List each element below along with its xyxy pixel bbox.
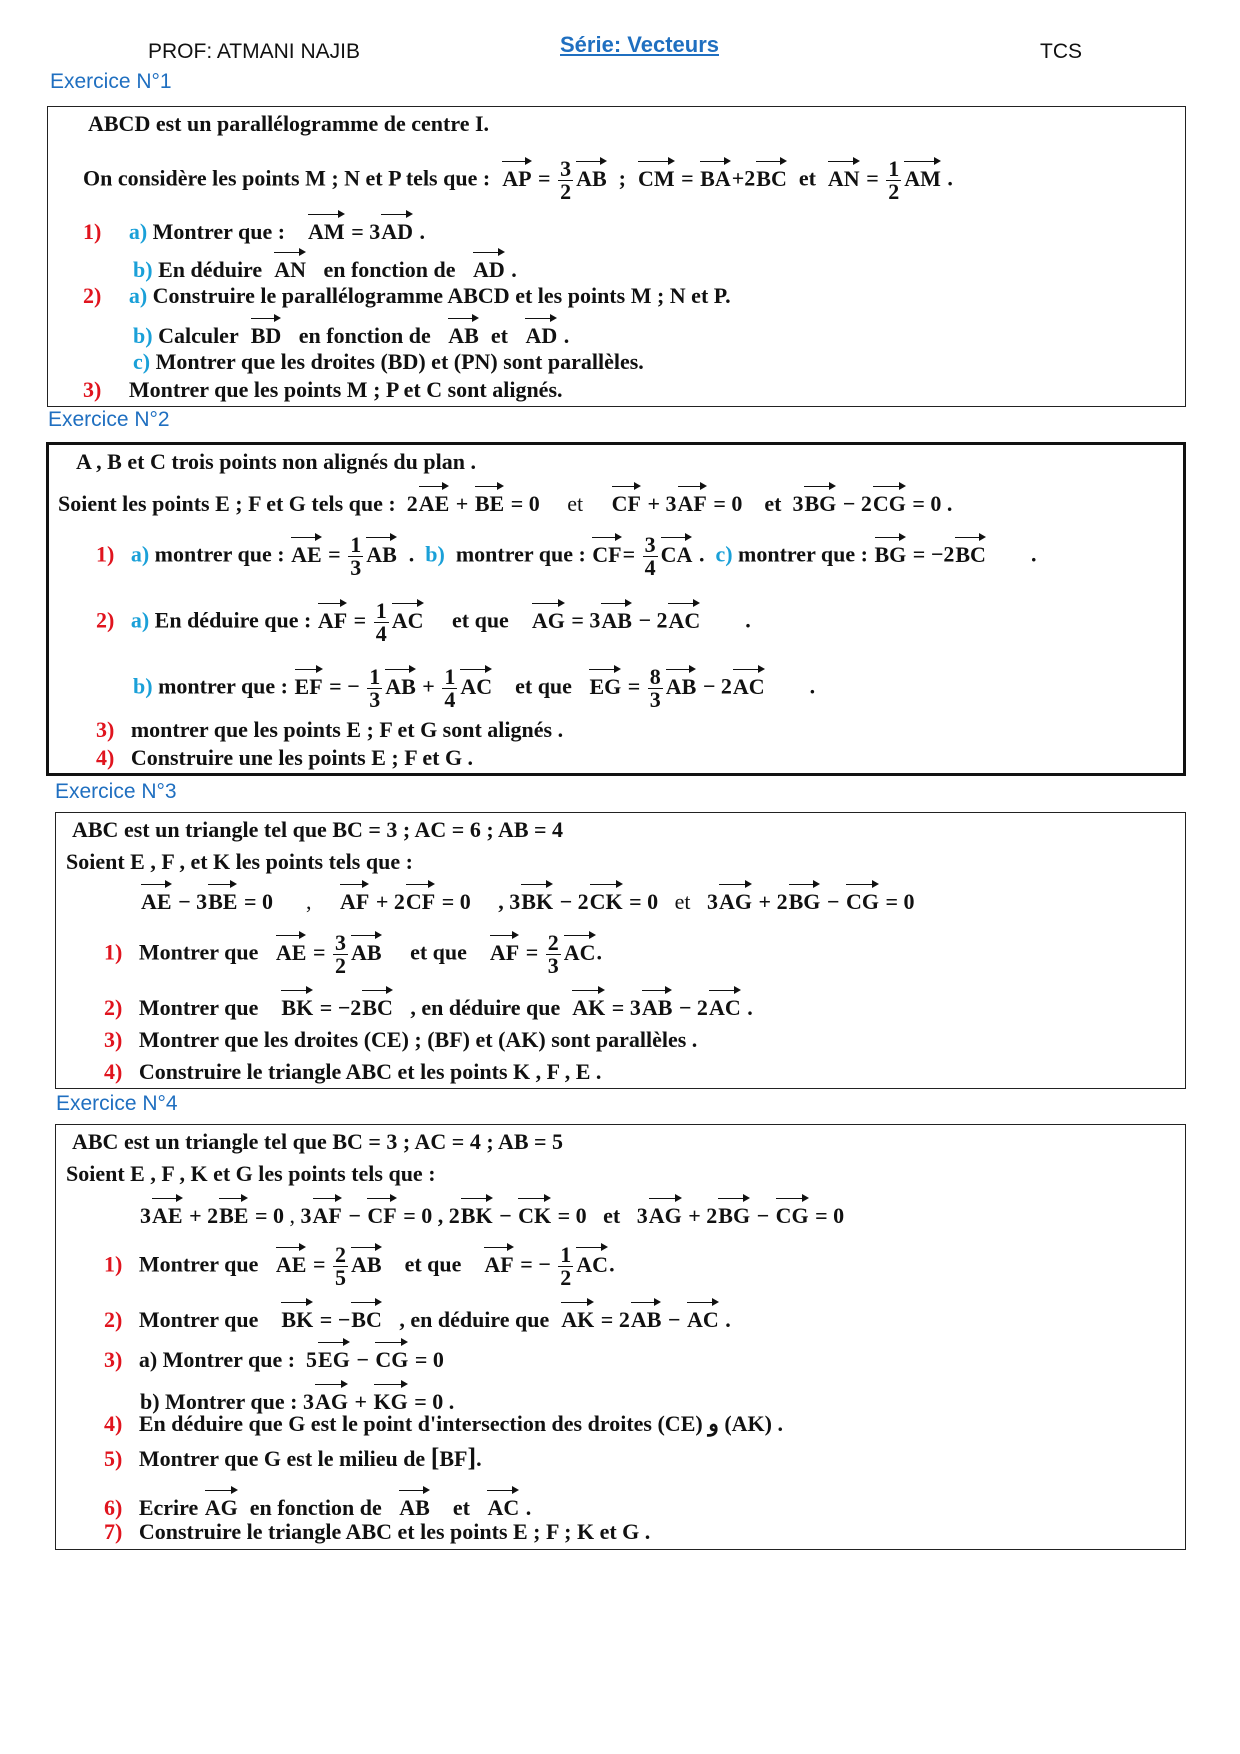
ex3-intro: ABC est un triangle tel que BC = 3 ; AC = 6 ; AB = 4 (72, 817, 564, 842)
ex4-q7: 7) Construire le triangle ABC et les points E ; F ; K et G . (104, 1519, 651, 1544)
ex4-q5: 5) Montrer que G est le milieu de [BF]. (104, 1443, 482, 1472)
ex2-definitions: Soient les points E ; F et G tels que : 2AE + BE = 0 et CF + 3AF = 0 et 3BG − 2CG = 0 . (58, 486, 952, 518)
ex2-intro: A , B et C trois points non alignés du plan . (76, 449, 476, 474)
ex4-q6: 6) Ecrire AG en fonction de AB et AC . (104, 1490, 531, 1522)
ex1-q2b: b) Calculer BD en fonction de AB et AD . (133, 318, 569, 350)
ex3-q3: 3) Montrer que les droites (CE) ; (BF) et (AK) sont parallèles . (104, 1027, 698, 1052)
exercise-4-title: Exercice N°4 (56, 1092, 178, 1115)
ex4-points: Soient E , F , K et G les points tels que : (66, 1161, 436, 1186)
ex1-q2c: c) Montrer que les droites (BD) et (PN) sont parallèles. (133, 349, 644, 374)
ex4-definitions: 3AE + 2BE = 0 , 3AF − CF = 0 , 2BK − CK = 0 et 3AG + 2BG − CG = 0 (140, 1198, 844, 1230)
ex4-q1: 1) Montrer que AE = $\frac{2}{5}$ AB et que AF = − $\frac{1}{2}$ AC. (104, 1242, 615, 1290)
ex1-q3: 3) Montrer que les points M ; P et C sont alignés. (83, 377, 563, 402)
author: PROF: ATMANI NAJIB (148, 40, 360, 63)
ex2-q4: 4) Construire une les points E ; F et G . (96, 745, 474, 770)
ex2-q1: 1) a) montrer que : AE = $\frac{1}{3}$ AB . b) montrer que : CF= $\frac{3}{4}$ CA . c) montrer que : BG = −2BC . (96, 532, 1037, 580)
ex1-q1b: b) En déduire AN en fonction de AD . (133, 252, 517, 284)
ex4-intro: ABC est un triangle tel que BC = 3 ; AC = 4 ; AB = 5 (72, 1129, 564, 1154)
ex4-q4: 4) En déduire que G est le point d'intersection des droites (CE) و (AK) . (104, 1411, 783, 1436)
ex4-q3a: 3) a) Montrer que : 5EG − CG = 0 (104, 1342, 444, 1374)
ex3-q1: 1) Montrer que AE = $\frac{3}{2}$ AB et que AF = $\frac{2}{3}$ AC. (104, 930, 603, 978)
exercise-2-title: Exercice N°2 (48, 408, 170, 431)
ex2-q2b: b) montrer que : EF = − $\frac{1}{3}$ AB + $\frac{1}{4}$ AC et que EG = $\frac{8}{3}$ AB − 2AC . (133, 664, 816, 712)
page-title: Série: Vecteurs (560, 32, 719, 57)
ex3-points: Soient E , F , et K les points tels que : (66, 849, 413, 874)
ex4-q2: 2) Montrer que BK = −BC , en déduire que AK = 2AB − AC . (104, 1302, 731, 1334)
ex2-q2a: 2) a) En déduire que : AF = $\frac{1}{4}$ AC et que AG = 3AB − 2AC . (96, 598, 751, 646)
ex1-definitions: On considère les points M ; N et P tels que : AP = $\frac{3}{2}$ AB ; CM = BA+2BC et AN = $\frac{1}{2}$ AM . (83, 156, 953, 204)
exercise-3-title: Exercice N°3 (55, 780, 177, 803)
ex3-definitions: AE − 3BE = 0 , AF + 2CF = 0 , 3BK − 2CK = 0 et 3AG + 2BG − CG = 0 (140, 884, 914, 916)
ex1-intro: ABCD est un parallélogramme de centre I. (88, 111, 490, 136)
exercise-1-title: Exercice N°1 (50, 70, 172, 93)
ex1-q2a: 2) a) Construire le parallélogramme ABCD et les points M ; N et P. (83, 283, 731, 308)
ex1-q1a: 1) a) Montrer que : AM = 3AD . (83, 214, 425, 246)
ex2-q3: 3) montrer que les points E ; F et G sont alignés . (96, 717, 564, 742)
ex4-q3b: b) Montrer que : 3AG + KG = 0 . (140, 1384, 454, 1416)
ex3-q4: 4) Construire le triangle ABC et les points K , F , E . (104, 1059, 602, 1084)
ex3-q2: 2) Montrer que BK = −2BC , en déduire que AK = 3AB − 2AC . (104, 990, 753, 1022)
level-label: TCS (1040, 40, 1082, 63)
